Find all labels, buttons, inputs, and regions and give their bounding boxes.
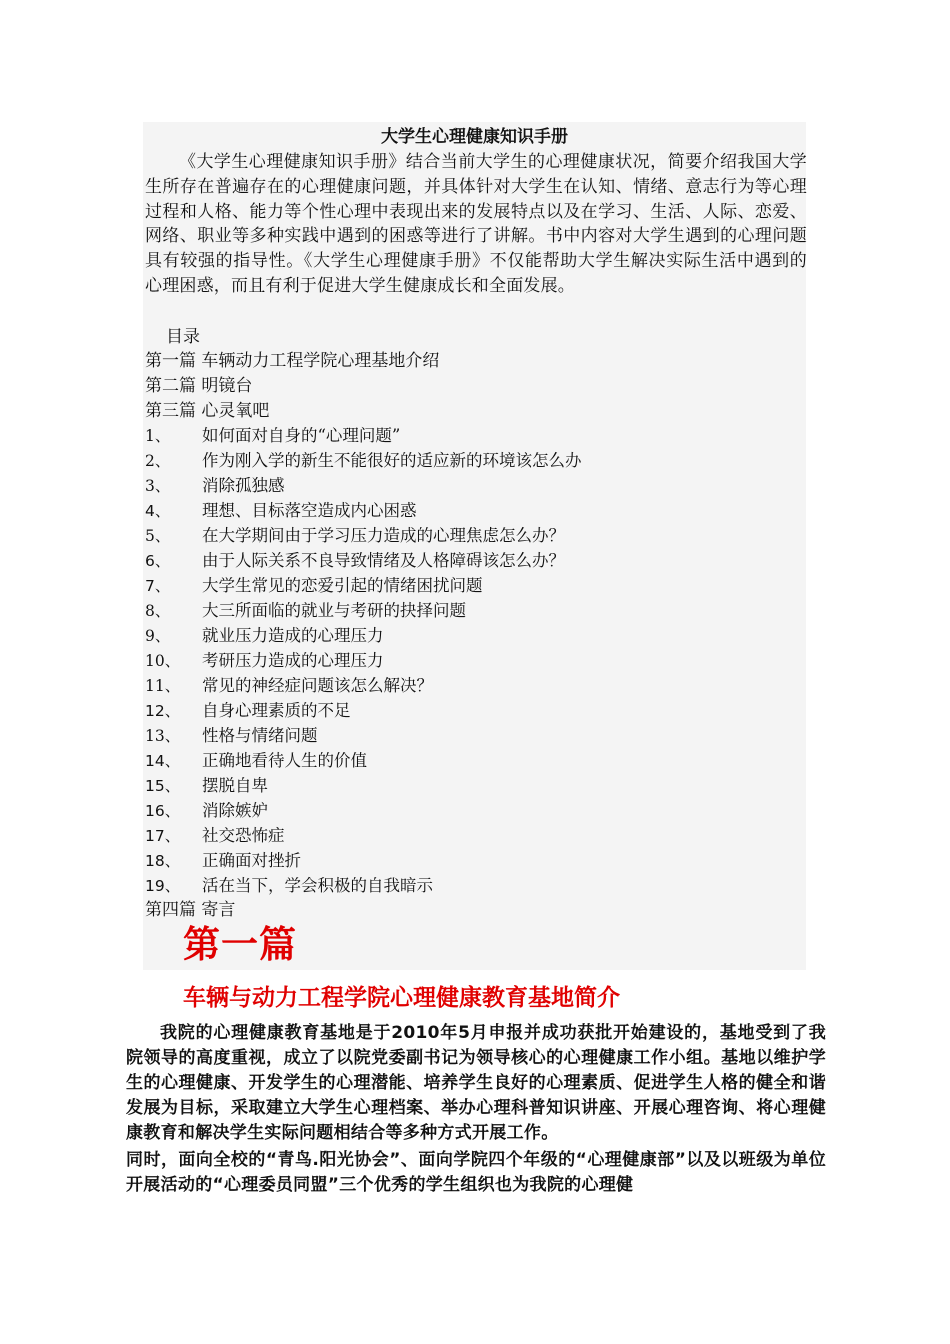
toc-item-text: 消除嫉妒 <box>202 801 268 820</box>
toc-item-text: 作为刚入学的新生不能很好的适应新的环境该怎么办 <box>202 451 582 470</box>
toc-chapter-1: 第一篇 车辆动力工程学院心理基地介绍 <box>145 351 440 371</box>
toc-item <box>145 499 417 523</box>
toc-item-number: 11、 <box>145 677 181 695</box>
toc-item-text: 考研压力造成的心理压力 <box>202 651 384 670</box>
part-heading: 第一篇 <box>183 923 297 966</box>
toc-item <box>145 524 565 548</box>
toc-item-number: 19、 <box>145 877 181 895</box>
toc-item-number: 1、 <box>145 427 171 445</box>
toc-item-text: 社交恐怖症 <box>202 826 285 845</box>
toc-item <box>145 874 433 898</box>
toc-item <box>145 474 285 498</box>
toc-item <box>145 649 384 673</box>
toc-title: 目录 <box>166 327 200 347</box>
toc-chapter-4: 第四篇 寄言 <box>145 900 236 920</box>
toc-item-number: 6、 <box>145 552 171 570</box>
toc-item-text: 由于人际关系不良导致情绪及人格障碍该怎么办？ <box>202 551 565 570</box>
part-subheading: 车辆与动力工程学院心理健康教育基地简介 <box>183 985 620 1011</box>
toc-item <box>145 799 268 823</box>
toc-item-number: 15、 <box>145 777 181 795</box>
toc-item <box>145 699 351 723</box>
toc-chapter-3: 第三篇 心灵氧吧 <box>145 401 270 421</box>
toc-item <box>145 549 565 573</box>
toc-item <box>145 624 384 648</box>
toc-item-number: 17、 <box>145 827 181 845</box>
toc-item-number: 16、 <box>145 802 181 820</box>
intro-paragraph: 《大学生心理健康知识手册》结合当前大学生的心理健康状况，简要介绍我国大学生所存在普遍存在的心理健康问题，并具体针对大学生在认知、情绪、意志行为等心理过程和人格、能力等个性心理中表现出来的发展特点以及在学习、生活、人际、恋爱、网络、职业等多种实践中遇到的困惑等进行了讲解。书中内容对大学生遇到的心理问题具有较强的指导性。《大学生心理健康手册》不仅能帮助大学生解决实际生活中遇到的心理困惑，而且有利于促进大学生健康成长和全面发展。 <box>145 152 807 296</box>
toc-item <box>145 424 400 448</box>
toc-item-text: 大学生常见的恋爱引起的情绪困扰问题 <box>202 576 483 595</box>
toc-item-text: 常见的神经症问题该怎么解决？ <box>202 676 433 695</box>
toc-item-text: 活在当下，学会积极的自我暗示 <box>202 876 433 895</box>
toc-item <box>145 599 466 623</box>
toc-item-text: 正确地看待人生的价值 <box>202 751 367 770</box>
toc-item-text: 正确面对挫折 <box>202 851 301 870</box>
document-title: 大学生心理健康知识手册 <box>381 127 568 147</box>
toc-item-number: 2、 <box>145 452 171 470</box>
toc-item-text: 消除孤独感 <box>202 476 285 495</box>
toc-item-number: 7、 <box>145 577 171 595</box>
toc-item-number: 8、 <box>145 602 171 620</box>
toc-item-text: 摆脱自卑 <box>202 776 268 795</box>
toc-item-number: 5、 <box>145 527 171 545</box>
toc-item <box>145 674 433 698</box>
body-paragraph-2: 同时，面向全校的“青鸟.阳光协会”、面向学院四个年级的“心理健康部”以及以班级为单位开展活动的“心理委员同盟”三个优秀的学生组织也为我院的心理健 <box>126 1150 826 1195</box>
toc-item-text: 理想、目标落空造成内心困惑 <box>202 501 417 520</box>
toc-item <box>145 774 268 798</box>
toc-item-number: 14、 <box>145 752 181 770</box>
toc-item <box>145 574 483 598</box>
toc-item-number: 10、 <box>145 652 181 670</box>
toc-chapter-2: 第二篇 明镜台 <box>145 376 253 396</box>
toc-item-number: 13、 <box>145 727 181 745</box>
toc-item-number: 18、 <box>145 852 181 870</box>
toc-item-number: 12、 <box>145 702 181 720</box>
toc-item-number: 9、 <box>145 627 171 645</box>
toc-item-text: 就业压力造成的心理压力 <box>202 626 384 645</box>
toc-item-text: 性格与情绪问题 <box>202 726 318 745</box>
toc-item-number: 3、 <box>145 477 171 495</box>
toc-item-text: 自身心理素质的不足 <box>202 701 351 720</box>
toc-item-text: 如何面对自身的“心理问题” <box>202 426 401 445</box>
toc-item-number: 4、 <box>145 502 171 520</box>
body-paragraph-1: 我院的心理健康教育基地是于2010年5月申报并成功获批开始建设的，基地受到了我院领导的高度重视，成立了以院党委副书记为领导核心的心理健康工作小组。基地以维护学生的心理健康、开发学生的心理潜能、培养学生良好的心理素质、促进学生人格的健全和谐发展为目标，采取建立大学生心理档案、举办心理科普知识讲座、开展心理咨询、将心理健康教育和解决学生实际问题相结合等多种方式开展工作。 <box>126 1023 826 1143</box>
toc-item <box>145 849 301 873</box>
toc-item <box>145 724 318 748</box>
toc-item-text: 大三所面临的就业与考研的抉择问题 <box>202 601 466 620</box>
toc-item-text: 在大学期间由于学习压力造成的心理焦虑怎么办？ <box>202 526 565 545</box>
toc-item <box>145 449 582 473</box>
toc-item <box>145 824 285 848</box>
toc-item <box>145 749 367 773</box>
